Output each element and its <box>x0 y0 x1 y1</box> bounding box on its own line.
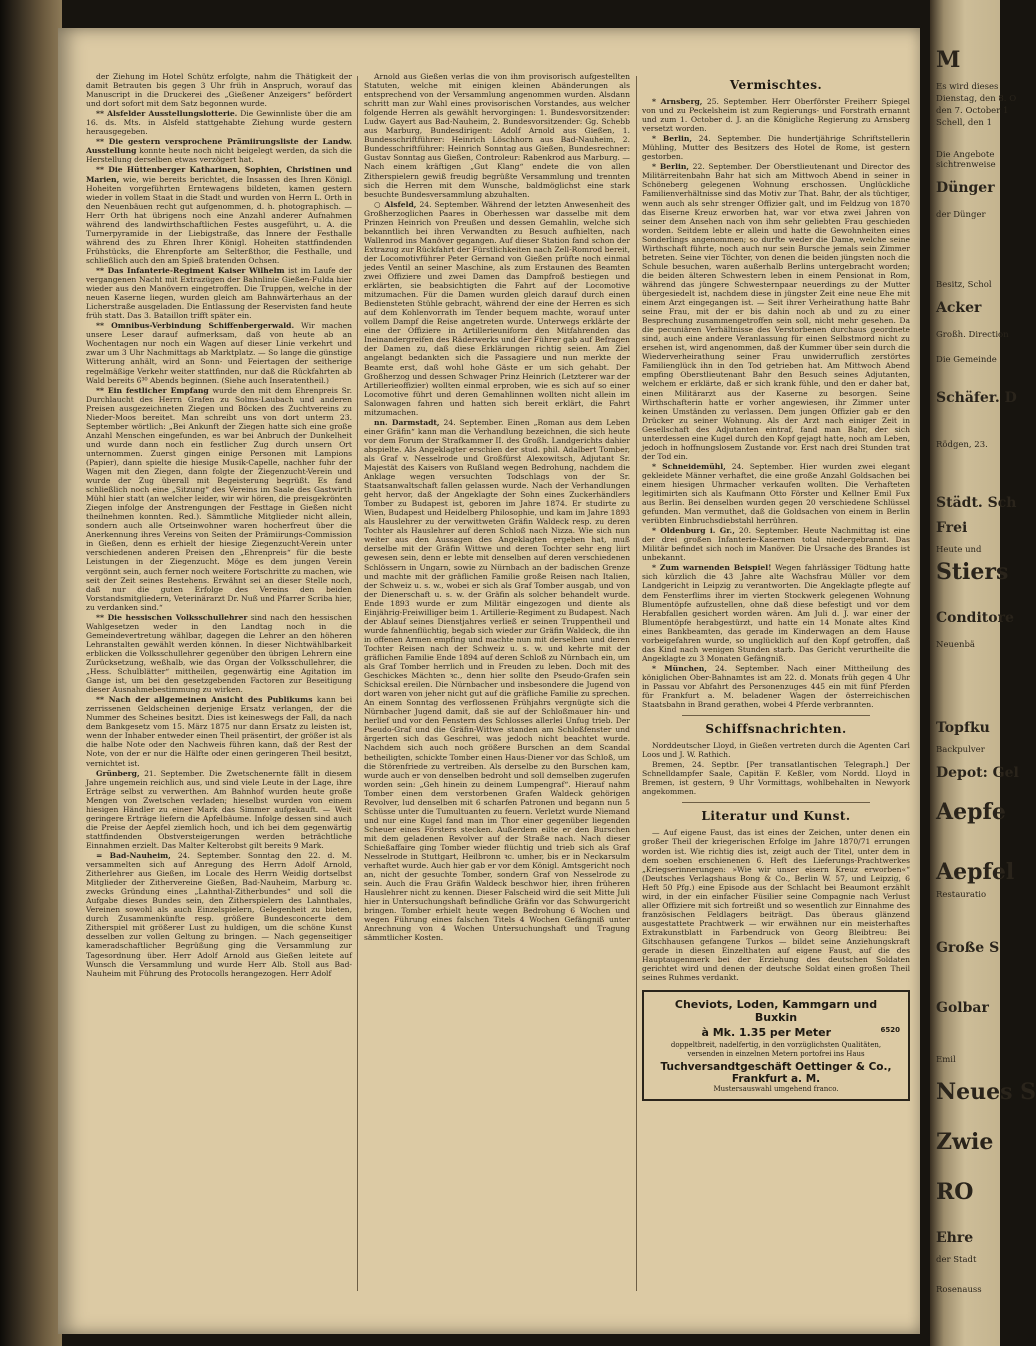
column-1 <box>86 72 352 1302</box>
article-text: sind nach den hessischen Wahlgesetzen weder in den Landtag noch in die Gemeindevertretung wählbar, dagegen die Lehrer an den höheren Lehranstalten gewählt werden können. In dieser Nichtwählbarkeit erblicken die Volksschullehrer gegenüber den übrigen Lehrern eine Zurücksetzung, weßhalb, wie das Organ der Volksschullehrer, die „Hess. Schulblätter“ mittheilen, gegenwärtig eine Agitation im Gange ist, um bei den gesetzgebenden Factoren zur Beseitigung dieser Ausnahmebestimmung zu wirken. <box>86 612 352 695</box>
article-text: der Ziehung im Hotel Schütz erfolgte, nahm die Thätigkeit der damit Betrauten bis gegen 3 Uhr früh in Anspruch, worauf das Manuscript in die Druckerei des „Gießener Anzeigers“ befördert und dort sofort mit dem Satz begonnen wurde. <box>86 72 352 109</box>
next-page-fragment: Rosenauss <box>936 1285 982 1295</box>
article-lead: Grünberg, <box>96 768 140 778</box>
next-page-fragment: den 7. October 1 <box>936 106 1009 116</box>
article-paragraph <box>86 72 352 108</box>
next-page-fragment: der Dünger <box>936 210 986 220</box>
article-lead: * Oldenburg i. Gr., <box>652 526 735 536</box>
article-paragraph <box>86 386 352 612</box>
article-paragraph <box>642 741 910 759</box>
article-lead: ** Alsfelder Ausstellungslotterie. <box>96 109 238 119</box>
column-2 <box>364 72 630 1302</box>
next-page-fragment: Besitz, Schol <box>936 280 992 290</box>
next-page-fragment: RO <box>936 1179 974 1205</box>
article-paragraph <box>86 613 352 694</box>
article-lead: = Bad-Nauheim, <box>96 850 171 860</box>
schiffsnachrichten-body <box>642 741 910 796</box>
article-paragraph <box>86 851 352 978</box>
article-lead: nn. Darmstadt, <box>374 417 440 427</box>
article-text: Norddeutscher Lloyd, in Gießen vertreten durch die Agenten Carl Loos und J. W. Rathich. <box>642 741 910 760</box>
column-rule <box>636 76 637 1291</box>
next-page-fragment: Die Gemeinde <box>936 355 997 365</box>
article-paragraph <box>642 97 910 133</box>
article-text: Wegen fahrlässiger Tödtung hatte sich kürzlich die 43 Jahre alte Wachsfrau Müller vor dem Landgericht in Leipzig zu verantworten. Die Angeklagte pflegte auf dem Fensterflims ihrer im vierten Stockwerk gelegenen Wohnung Blumentöpfe aufzustellen, ohne daß diese befestigt und vor dem Herabfallen gesichert worden wären. Am Juli d. J. war einer der Blumentöpfe herabgestürzt, und hatte ein 14 Monate altes Kind eines Bankbeamten, das gerade im Kinderwagen an dem Hause vorbeigefahren wurde, so unglücklich auf den Kopf getroffen, daß das Kind nach wenigen Stunden starb. Das Gericht verurtheilte die Angeklagte zu 3 Monaten Gefängniß. <box>642 563 910 663</box>
divider <box>682 715 870 716</box>
article-text: ist im Laufe der vergangenen Nacht mit Extrazügen der Bahnlinie Gießen-Fulda hier wieder aus den Manövern eingetroffen. Die Truppen, welche in der neuen Kaserne liegen, wurden gleich am Bahnwärterhaus an der Licherstraße ausgeladen. Die Entlassung der Reservisten fand heute früh statt. Das 3. Bataillon trifft später ein. <box>86 265 352 321</box>
next-page-fragment: Heute und <box>936 545 982 555</box>
article-paragraph <box>642 134 910 161</box>
article-paragraph <box>86 165 352 265</box>
ad-body: doppeltbreit, nadelfertig, in den vorzüglichsten Qualitäten, versenden in einzelnen Metern portofrei ins Haus <box>670 1041 882 1059</box>
article-paragraph <box>642 563 910 663</box>
article-paragraph <box>642 462 910 525</box>
article-lead: ** Ein festlicher Empfang <box>96 385 209 395</box>
next-page-fragment: Backpulver <box>936 745 985 755</box>
next-page-fragment: Neuenbä <box>936 640 975 650</box>
article-text: Die Gewinnliste über die am 16. ds. Mts. in Alsfeld stattgehabte Ziehung wurde gestern herausgegeben. <box>86 109 352 137</box>
article-text: 21. September. Die Zwetschenernte fällt in diesem Jahre ungemein reichlich aus, und sind viele Leute in der Lage, ihre Erträge selbst zu verwerthen. Am Bahnhof wurden heute große Mengen von Zwetschen verladen; hieselbst wurden von einem hiesigen Händler zu einer Mark das Simmer aufgekauft. — Weit geringere Erträge liefern die Apfelbäume. Infolge dessen sind auch die Preise der Aepfel ziemlich hoch, und ich bei dem gegenwärtig stattfindenden Obstversteigerungen werden beträchtliche Einnahmen erzielt. Das Malter Kelterobst gilt bereits 9 Mark. <box>86 768 352 850</box>
next-page-edge <box>930 0 1036 1346</box>
article-paragraph <box>642 828 910 982</box>
article-text: 24. September. Hier wurden zwei elegant gekleidete Männer verhaftet, die eine große Anzahl Goldsachen bei einem hiesigen Uhrmacher verkaufen wollten. Die Verhafteten legitimirten sich als Kaufmann Otto Förster und Kellner Emil Fux aus Berlin. Bei denselben wurden gegen 20 verschiedene Schlüssel gefunden. Man vermuthet, daß die Goldsachen von einem in Berlin verübten Einbruchsdiebstahl herrühren. <box>642 461 910 526</box>
vermischtes-body <box>642 97 910 709</box>
next-page-fragment: Conditore <box>936 610 1014 626</box>
next-page-fragment: Frei <box>936 520 968 536</box>
article-paragraph <box>364 418 630 943</box>
ad-headline: Cheviots, Loden, Kammgarn und Buxkin <box>674 998 878 1025</box>
article-paragraph <box>86 266 352 320</box>
newspaper-page <box>58 28 920 1334</box>
article-text: wie, wie bereits berichtet, die Insassen des Ihren Königl. Hoheiten vorgeführten Erntewagens bildeten, kamen gestern wieder in vollem Staat in die Stadt und wurden von Herrn L. Orth in den Neuenbäuen recht gut aufgenommen, d. h. photographisch. — Herr Orth hat übrigens noch eine Anzahl anderer Aufnahmen während des landwirthschaftlichen Festes ausgeführt, u. A. die Turnerpyramide in der Liebigstraße, das Innere der Festhalle während des zu Ehren Ihrer Königl. Hoheiten stattfindenden Frühstücks, die Ehrenpforte am Selterßthor, die Festhalle, und schließlich auch den am Spieß bratenden Ochsen. <box>86 174 352 265</box>
next-page-fragment: Golbar <box>936 1000 989 1016</box>
next-page-fragment: Topfku <box>936 720 990 736</box>
article-paragraph <box>86 769 352 850</box>
article-paragraph <box>86 109 352 136</box>
article-lead: ** Das Infanterie-Regiment Kaiser Wilhelm <box>96 265 285 275</box>
article-text: wurde den mit dem Ehrenpreis Sr. Durchlaucht des Herrn Grafen zu Solms-Laubach und anderen Preisen ausgezeichneten Ziegen und Böcken des Zuchtvereins zu Nieder-Moos bereitet. Man schreibt uns von dort unterm 23. September wörtlich: „Bei Ankunft der Ziegen hatte sich eine große Anzahl Menschen eingefunden, es war bei Anbruch der Dunkelheit und wurde dann noch ein festlicher Zug durch unsern Ort unternommen. Zuerst gingen einige Personen mit Lampions (Papier), dann spielte die hiesige Musik-Capelle, nachher fuhr der Wagen mit den Ziegen, dann folgte der Ziegenzucht-Verein und wurde der Zug überall mit Begeisterung begrüßt. Es fand schließlich noch eine „Sitzung“ des Vereins im Saale des Gastwirth Mühl hier statt (an welcher leider, wir wir hören, die preisgekrönten Ziegen infolge der Anstrengungen der Festtage in Gießen nicht theilnehmen konnten. Red.). Sämmtliche Mitglieder nicht allein, sondern auch alle Ortseinwohner waren hocherfreut über die Anerkennung ihres Vereins von Seiten der Prämiirungs-Commission in Gießen, denn es erhielt der hiesige Ziegenzucht-Verein unter verschiedenen anderen Preisen den „Ehrenpreis“ für die beste Leistungen in der Ziegenzucht. Möge es dem jungen Verein vergönnt sein, auch ferner noch weitere Fortschritte zu machen, wie seit der Zeit seines Bestehens. Erwähnt sei an dieser Stelle noch, daß nur die guten Erfolge des Vereins den beiden Vorstandsmitgliedern, Veterinärarzt Dr. Nuß und Pfarrer Scriba hier, zu verdanken sind.“ <box>86 385 352 612</box>
article-text: konnte heute noch nicht beigelegt werden, da sich die Herstellung derselben etwas verzögert hat. <box>86 146 352 165</box>
article-text: 24. September. Die hundertjährige Schriftstellerin Mühling, Mutter des Besitzers des Hotel de Rome, ist gestern gestorben. <box>642 134 910 162</box>
divider <box>682 802 870 803</box>
article-text: Bremen, 24. Septbr. [Per transatlantischen Telegraph.] Der Schnelldampfer Saale, Capitän F. Keßler, vom Nordd. Lloyd in Bremen, ist gestern, 9 Uhr Vormittags, wohlbehalten in Newyork angekommen. <box>642 760 910 797</box>
article-paragraph <box>86 695 352 767</box>
article-text: Arnold aus Gießen verlas die von ihm provisorisch aufgestellten Statuten, welche mit einigen kleinen Abänderungen als entsprechend von der Versammlung angenommen wurden. Alsdann schritt man zur Wahl eines provisorischen Vorstandes, aus welcher folgende Herren als gewählt hervorgingen: 1. Bundesvorsitzender: Ludw. Gayert aus Bad-Nauheim, 2. Bundesvorsitzender: Gg. Schebb aus Marburg, Bundesdirigent: Adolf Arnold aus Gießen, 1. Bundesschriftführer: Heinrich Löschhorn aus Bad-Nauheim, 2. Bundesschriftführer: Heinrich Sonntag aus Gießen, Bundesrechner: Gustav Sonntag aus Gießen, Controleur: Rabenkrod aus Marburg. — Nach einem kräftigen „Gut Klang“ endete die von allen Zitherspielern gewiß freudig begrüßte Versammlung und trennten sich die Herren mit dem Wunsche, baldmöglichst eine stark besuchte Bundesversammlung abzuhalten. <box>364 72 630 199</box>
article-lead: * Berlin, <box>652 162 690 172</box>
next-page-fragment: Neues S <box>936 1079 1036 1105</box>
next-page-fragment: Es wird dieses <box>936 82 999 92</box>
next-page-fragment: Schell, den 1 <box>936 118 992 128</box>
next-page-fragment: Städt. Sch <box>936 495 1017 511</box>
ad-note: Mustersauswahl umgehend franco. <box>713 1085 839 1094</box>
next-page-fragment: Depot: Gel <box>936 765 1019 781</box>
next-page-fragment: Dünger <box>936 180 995 196</box>
next-page-fragment: Dienstag, den 8. O <box>936 94 1017 104</box>
advertisement-box <box>642 990 910 1101</box>
article-text: kann bei zerrissenen Geldscheinen derjenige Ersatz verlangen, der die Nummer des Scheines besitzt. Dies ist keineswegs der Fall, da nach dem Bankgesetz vom 15. März 1875 nur dann Ersatz zu leisten ist, wenn der Inhaber entweder einen Theil präsentirt, der größer ist als die halbe Note oder den Nachweis führen kann, daß der Rest der Note, von der er nur die Hälfte oder einen geringeren Theil besitzt, vernichtet ist. <box>86 695 352 768</box>
column-3 <box>642 72 910 1302</box>
section-title-literatur: Literatur und Kunst. <box>701 809 851 824</box>
article-text: Wir machen unsere Leser darauf aufmerksam, daß von heute ab an Wochentagen nur noch ein Wagen auf dieser Linie verkehrt und zwar um 3 Uhr Nachmittags ab Marktplatz. — So lange die günstige Witterung anhält, wird an Sonn- und Feiertagen der seitherige regelmäßige Verkehr weiter stattfinden, nur daß die Rückfahrten ab Wald bereits 6³⁰ Abends beginnen. (Siehe auch Inseratentheil.) <box>86 321 352 385</box>
article-paragraph <box>642 526 910 562</box>
next-page-fragment: Große S <box>936 940 1000 956</box>
article-paragraph <box>642 162 910 461</box>
section-title-vermischtes: Vermischtes. <box>729 78 823 92</box>
article-lead: * Arnsberg, <box>652 97 703 106</box>
article-text: 25. September. Herr Oberförster Freiherr Spiegel von und zu Peckelsheim ist zum Regierungs- und Forstrath ernannt und zum 1. October d. J. an die Königliche Regierung zu Arnsberg versetzt worden. <box>642 97 910 134</box>
article-paragraph <box>642 760 910 796</box>
next-page-fragment: Acker <box>936 300 982 316</box>
article-text: 24. September. Sonntag den 22. d. M. versammelten sich auf Anregung des Herrn Adolf Arnold, Zitherlehrer aus Gießen, im Locale des Herrn Weidig dortselbst Mitglieder der Zithervereine Gießen, Bad-Nauheim, Marburg ꝛc. zwecks Gründung eines „Lahnthal-Zitherbundes“ und soll die Aufgabe dieses Bundes sein, den Zitherspielern des Lahnthales, Vereinen sowohl als auch Einzelspielern, Gelegenheit zu bieten, durch Zusammenkünfte resp. größere Bundesconcerte dem Zitherspiel mit größerer Lust zu huldigen, um die schöne Kunst desselben zur vollen Geltung zu bringen. — Nach gegenseitiger kameradschaftlicher Begrüßung ging die Versammlung zur Tagesordnung über. Herr Adolf Arnold aus Gießen leitete auf Wunsch die Versammlung und wurde Herr Alb. Stoll aus Bad-Nauheim mit Führung des Protocolls herangezogen. Herr Adolf <box>86 850 352 978</box>
article-paragraph <box>86 137 352 164</box>
article-paragraph <box>364 200 630 417</box>
next-page-fragment: Zwie <box>936 1129 994 1155</box>
article-paragraph <box>86 321 352 384</box>
article-lead: ○ Alsfeld, <box>374 199 417 209</box>
article-paragraph <box>364 72 630 199</box>
article-lead: * München, <box>652 663 707 673</box>
article-text: 24. September. Nach einer Mittheilung des königlichen Ober-Bahnamtes ist am 22. d. Monats früh gegen 4 Uhr in Passau vor Abfahrt des Personenzuges 445 ein mit fünf Pferden für Frankfurt a. M. beladener Wagen der österreichischen Staatsbahn in Brand gerathen, wobei 4 Pferde verbrannten. <box>642 663 910 710</box>
next-page-fragment: Die Angebote <box>936 150 995 160</box>
column-rule <box>357 76 358 1291</box>
article-lead: ** Nach der allgemeinen Ansicht des Publikums <box>96 695 313 705</box>
next-page-fragment: Aepfel <box>936 859 1015 885</box>
literatur-body <box>642 828 910 982</box>
next-page-fragment: Rödgen, 23. <box>936 440 988 450</box>
article-lead: ** Die Hüttenberger Katharinen, Sophien, Christinen und Marien, <box>86 165 352 184</box>
next-page-fragment: Stiers <box>936 559 1009 585</box>
article-lead: ** Omnibus-Verbindung Schiffenbergerwald. <box>96 321 295 331</box>
ad-price: à Mk. 1.35 per Meter 6520 <box>701 1026 900 1040</box>
article-lead: ** Die hessischen Volksschullehrer <box>96 612 248 622</box>
ad-code: 6520 <box>880 1026 900 1035</box>
article-lead: * Schneidemühl, <box>652 461 726 471</box>
next-page-fragment: Ehre <box>936 1230 974 1246</box>
article-lead: * Berlin, <box>652 134 693 144</box>
article-text: — Auf eigene Faust, das ist eines der Zeichen, unter denen ein großer Theil der kriegerischen Erfolge im Jahre 1870/71 errungen worden ist. Wie richtig dies ist, zeigt auch der Titel, unter dem in dem soeben erschienenen 6. Heft des Lieferungs-Prachtwerkes „Kriegserinnerungen: »Wie wir unser eisern Kreuz erworben«“ (Deutsches Verlagshaus Bong & Co., Berlin W. 57, und Leipzig, 6 Heft 50 Pfg.) eine Episode aus der Schlacht bei Beaumont erzählt wird, in der ein einfacher Füsilier seine Compagnie nach Verlust aller Offiziere mit sich fortreißt und so wesentlich zur Einnahme des französischen Feldlagers beiträgt. Das überaus glänzend ausgestattete Prachtwerk — wir erwähnen nur ein meisterhaftes Extrakunstblatt in Farbendruck von Georg Bleibtreu: Bei Gitschhausen gefangene Turkos — bildet seine Anziehungskraft gerade in diesen Einzelthaten auf eigene Faust, auf die des Hauptaugenmerk bei der Erziehung des deutschen Soldaten gerichtet wird und denen der deutsche Soldat einen großen Theil seines Ruhmes verdankt. <box>642 828 910 983</box>
article-text: 22. September. Der Oberstlieutenant und Director des Militärreitenbahn Bahr hat sich am Mittwoch Abend in seiner in Schöneberg gelegenen Wohnung erschossen. Unglückliche Familienverhältnisse sind das Motiv zur That. Bahr, der als tüchtiger, wenn auch als sehr strenger Offizier galt, und im Feldzug von 1870 das Eiserne Kreuz erworben hat, war vor etwa zwei Jahren von seiner dem Ansehen nach von ihm sehr geliebten Frau geschieden worden. Seitdem lebte er allein und hatte die Gewohnheiten eines Sonderlings angenommen; so durfte weder die Dame, welche seine Wirthschaft führte, noch auch nur sein Bursche jemals sein Zimmer betreten. Seine vier Töchter, von denen die beiden jüngsten noch die Schule besuchen, waren außerhalb Berlins untergebracht worden; die beiden älteren Schwestern leben in einem Pensionat in Rom, während das jüngere Schwesternpaar neuerdings zu der Mutter übergesiedelt ist, nachdem diese in jüngster Zeit eine neue Ehe mit einem Arzt eingegangen ist. — Seit ihrer Verheirathung hatte Bahr seine Frau, mit der er bis dahin noch ab und zu zu einer Besprechung zusammengetroffen sein soll, nicht mehr gesehen. Da die pecuniären Verhältnisse des Verstorbenen durchaus geordnete sind, auch eine andere Veranlassung für einen Selbstmord nicht zu ersehen ist, wird angenommen, daß der Kummer über sein durch die Wiederverheirathung seiner Frau unwiderruflich zerstörtes Familienglück ihn in den Tod getrieben hat. Am Mittwoch Abend empfing Oberstlieutenant Bahr den Besuch seines Adjutanten, welchem er erklärte, daß er sich krank fühle, und den er daher bat, einen Militärarzt aus der Kaserne zu besorgen. Seine Wirthschafterin hatte er vorher angewiesen, ihr Zimmer unter keinen Umständen zu verlassen. Dem jungen Offizier gab er den Drücker zu seiner Wohnung. Als der Arzt nach einiger Zeit in Gesellschaft des Adjutanten eintraf, fand man Bahr, der sich unterdessen eine Kugel durch den Kopf gejagt hatte, noch am Leben, jedoch in hoffnungslosem Zustande vor. Erst nach drei Stunden trat der Tod ein. <box>642 162 910 461</box>
article-text: 20. September. Heute Nachmittag ist eine der drei großen Infanterie-Kasernen total niedergebrannt. Das Militär befindet sich noch im Manöver. Die Ursache des Brandes ist unbekannt. <box>642 526 910 563</box>
next-page-fragment: der Stadt <box>936 1255 977 1265</box>
article-text: 24. September. Einen „Roman aus dem Leben einer Gräfin“ kann man die Verhandlung bezeichnen, die sich heute vor dem Forum der Strafkammer II. des Großh. Landgerichts dahier abspielte. Als Angeklagter erschien der stud. phil. Adalbert Tomber, als Graf v. Nesselrode und Großfürst Alexowitsch, Adjutant Sr. Majestät des Kaisers von Rußland wegen Bedrohung, nachdem die Anklage wegen versuchten Todschlags von der Sr. Staatsanwaltschaft fallen gelassen wurde. Nach der Verhandlungen geht hervor, daß der Angeklagte der Sohn eines Zuckerhändlers Tomber zu Budapest ist, geboren im Jahre 1874. Er studirte zu Wien, Budapest und Heidelberg Philosophie, und kam im Jahre 1893 als Hauslehrer zu der verwittweten Gräfin Waldeck resp. zu deren Tochter als Hauslehrer auf deren Schloß nach Nizza. Wie sich nun weiter aus den Aussagen des Angeklagten ergeben hat, muß derselbe mit der Gräfin Wittwe und deren Tochter sehr eng liirt gewesen sein, denn er lebte mit denselben auf deren verschiedenen Schlössern in Ungarn, sowie zu Nürnbach an der badischen Grenze und machte mit der gräflichen Familie große Reisen nach Italien, der Schweiz u. s. w., wobei er sich als Graf Tomber ausgab, und von der Dienerschaft u. s. w. der Gräfin als solcher behandelt wurde. Ende 1893 wurde er zum Militär eingezogen und diente als Einjährig-Freiwilliger beim 1. Artillerie-Regiment zu Budapest. Nach der Ablauf seines Dienstjahres verließ er seinen Truppentheil und wurde fahnenflüchtig, begab sich wieder zur Gräfin Waldeck, die ihn in offenen Armen empfing und machte nun mit derselben und deren Tochter Reisen nach der Schweiz u. s. w. und kehrte mit der gräflichen Familie Ende 1894 auf deren Schloß zu Nürnbach ein, um als Graf Tomber herrlich und in Freuden zu leben. Doch mit des Geschickes Mächten ꝛc., denn hier sollte den Pseudo-Grafen sein Schicksal ereilen. Die Nürnbacher und insbesondere die Jugend von dort waren von jeher nicht gut auf die gräfliche Familie zu sprechen. An einem Sonntag des verflossenen Frühjahrs vergnügte sich die Nürnbacher Jugend damit, daß sie auf der Schloßmauer hin- und herlief und vor den Fenstern des Schlosses allerlei Unfug trieb. Der Pseudo-Graf und die Gräfin-Wittwe standen am Schloßfenster und ärgerten sich das Geschrei, was jedoch nicht beachtet wurde. Nachdem sich auch noch größere Burschen an dem Scandal betheiligten, schickte Tomber einen Haus-Diener vor das Schloß, um die Störenfriede zu vertreiben. Als derselbe zu den Burschen kam, wurde auch er von denselben bedroht und soll demselben zugerufen worden sein: „Geh hinein zu deinem Lumpengraf“. Hierauf nahm Tomber einen dem verstorbenen Grafen Waldeck gehörigen Revolver, lud denselben mit 6 scharfen Patronen und begann nun 5 Schüsse unter die Tumultuanten zu feuern. Verletzt wurde Niemand und nur eine Kugel fand man im Thor einer gegenüber liegenden Scheuer eines Försters stecken. Außerdem eilte er den Burschen mit dem geladenen Revolver auf der Straße nach. Nach dieser Schießaffaire ging Tomber wieder flüchtig und trieb sich als Graf Nesselrode in Stuttgart, Heilbronn ꝛc. umher, bis er in Neckarsulm verhaftet wurde. Auch hier gab er vor dem Königl. Amtsgericht noch an, nicht der gesuchte Tomber, sondern Graf von Nesselrode zu sein. Auch die Frau Gräfin Waldeck beschwor hier, ihren früheren Hauslehrer nicht zu kennen. Dieser Falscheid wird die seit Mitte Juli hier in Untersuchungshaft befindliche Gräfin vor das Schwurgericht bringen. Tomber erhielt heute wegen Bedrohung 6 Wochen und wegen Führung eines falschen Titels 4 Wochen Gefängniß unter Anrechnung von 4 Wochen Untersuchungshaft und Tragung sämmtlicher Kosten. <box>364 417 630 943</box>
next-page-fragment: Schäfer. D <box>936 390 1017 406</box>
next-page-fragment: Emil <box>936 1055 956 1065</box>
next-page-fragment: Großh. Direction <box>936 330 1009 340</box>
next-page-fragment: sichtrenweise <box>936 160 996 170</box>
next-page-fragment: Restauratio <box>936 890 987 900</box>
article-paragraph <box>642 664 910 709</box>
ad-firm: Tuchversandtgeschäft Oettinger & Co., Frankfurt a. M. <box>660 1061 892 1086</box>
section-title-schiffsnachrichten: Schiffsnachrichten. <box>705 722 847 737</box>
article-text: 24. September. Während der letzten Anwesenheit des Großherzoglichen Paares in Oberhessen war dasselbe mit dem Prinzen Heinrich von Preußen und dessen Gemahlin, welche sich bekanntlich bei ihren Verwandten zu Besuch aufhielten, nach Wallenrod ins Manöver gegangen. Auf dieser Station fand schon der Extrazug zur Rückfahrt der Fürstlichkeiten nach Zell-Romrod bereit, der Locomotivführer Peter Gernand von Gießen prüfte noch einmal jedes Ventil an seiner Maschine, als zum Erstaunen des Beamten zwei Offiziere und zwei Damen das Dampfroß bestiegen und erklärten, sie beabsichtigten die Fahrt auf der Locomotive mitzumachen. Für die Damen wurden gleich darauf durch einen Bediensteten Stühle gebracht, während der eine der Herren es sich auf dem Kohlenvorrath im Tender bequem machte, worauf unter vollem Dampf die Reise angetreten wurde. Unterwegs erklärte der eine der Offiziere in Artillerieuniform den Mitfahrenden das Ineinandergreifen des Räderwerks und der Führer gab auf Befragen der Damen zu, daß diese Erklärungen richtig seien. Am Ziel angelangt bedankten sich die Passagiere und nun merkte der Beamte erst, daß wohl hohe Gäste er um sich gehabt. Der Großherzog und dessen Schwager Prinz Heinrich (Letzterer war der Artillerieoffizier) wollten einmal erproben, wie es sich auf so einer Locomotive führt und deren Gemahlinnen wollten nicht allein im Salonwagen fahren und hatten sich bereit erklärt, die Fahrt mitzumachen. <box>364 199 630 417</box>
book-spine <box>0 0 62 1346</box>
article-lead: ** Die gestern versprochene Prämiirungsliste der Landw. Ausstellung <box>86 137 352 156</box>
article-lead: * Zum warnenden Beispiel! <box>652 563 772 573</box>
next-page-fragment: Aepfe <box>936 799 1006 825</box>
next-page-fragment: M <box>936 47 961 73</box>
